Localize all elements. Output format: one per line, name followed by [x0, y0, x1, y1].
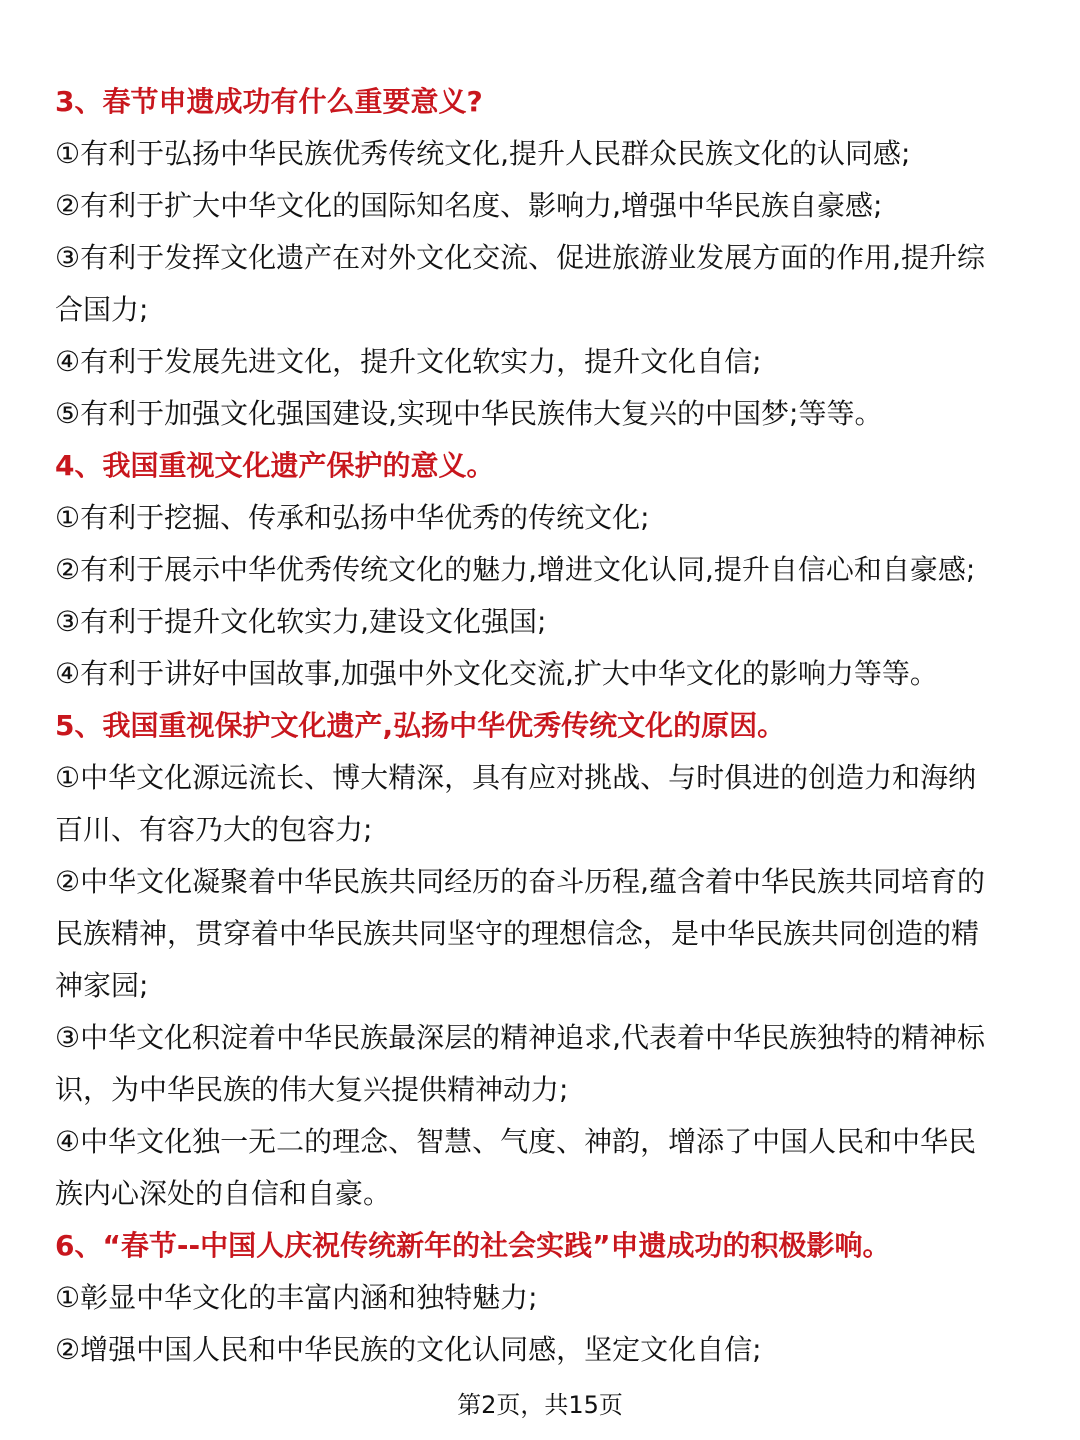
section-5-item-1-cont: 百川、有容乃大的包容力; — [55, 813, 373, 846]
section-5-item-4: ④中华文化独一无二的理念、智慧、气度、神韵，增添了中国人民和中华民 — [55, 1125, 977, 1158]
section-5-item-2: ②中华文化凝聚着中华民族共同经历的奋斗历程,蕴含着中华民族共同培育的 — [55, 865, 986, 898]
section-5-heading: 5、我国重视保护文化遗产,弘扬中华优秀传统文化的原因。 — [55, 709, 786, 742]
section-3-item-5: ⑤有利于加强文化强国建设,实现中华民族伟大复兴的中国梦;等等。 — [55, 397, 883, 430]
section-3-item-2: ②有利于扩大中华文化的国际知名度、影响力,增强中华民族自豪感; — [55, 189, 883, 222]
section-6-heading: 6、“春节--中国人庆祝传统新年的社会实践”申遗成功的积极影响。 — [55, 1229, 891, 1262]
section-5-item-4-cont: 族内心深处的自信和自豪。 — [55, 1177, 392, 1210]
section-4-item-1: ①有利于挖掘、传承和弘扬中华优秀的传统文化; — [55, 501, 650, 534]
section-3-item-4: ④有利于发展先进文化，提升文化软实力，提升文化自信; — [55, 345, 762, 378]
section-5-item-3: ③中华文化积淀着中华民族最深层的精神追求,代表着中华民族独特的精神标 — [55, 1021, 986, 1054]
section-4-item-2: ②有利于展示中华优秀传统文化的魅力,增进文化认同,提升自信心和自豪感; — [55, 553, 976, 586]
section-4-heading: 4、我国重视文化遗产保护的意义。 — [55, 449, 495, 482]
section-3-item-3-cont: 合国力; — [55, 293, 149, 326]
section-5-item-2-cont-2: 神家园; — [55, 969, 149, 1002]
section-6-item-2: ②增强中国人民和中华民族的文化认同感，坚定文化自信; — [55, 1333, 762, 1366]
page-number-footer: 第2页，共15页 — [457, 1391, 623, 1419]
section-3-item-1: ①有利于弘扬中华民族优秀传统文化,提升人民群众民族文化的认同感; — [55, 137, 911, 170]
section-4-item-4: ④有利于讲好中国故事,加强中外文化交流,扩大中华文化的影响力等等。 — [55, 657, 938, 690]
section-4-item-3: ③有利于提升文化软实力,建设文化强国; — [55, 605, 547, 638]
document-content — [55, 76, 1030, 1376]
section-3-heading: 3、春节申遗成功有什么重要意义? — [55, 85, 483, 118]
section-5-item-1: ①中华文化源远流长、博大精深，具有应对挑战、与时俱进的创造力和海纳 — [55, 761, 977, 794]
section-5-item-3-cont: 识，为中华民族的伟大复兴提供精神动力; — [55, 1073, 569, 1106]
section-3-item-3: ③有利于发挥文化遗产在对外文化交流、促进旅游业发展方面的作用,提升综 — [55, 241, 986, 274]
section-5-item-2-cont-1: 民族精神，贯穿着中华民族共同坚守的理想信念，是中华民族共同创造的精 — [55, 917, 980, 950]
section-6-item-1: ①彰显中华文化的丰富内涵和独特魅力; — [55, 1281, 538, 1314]
